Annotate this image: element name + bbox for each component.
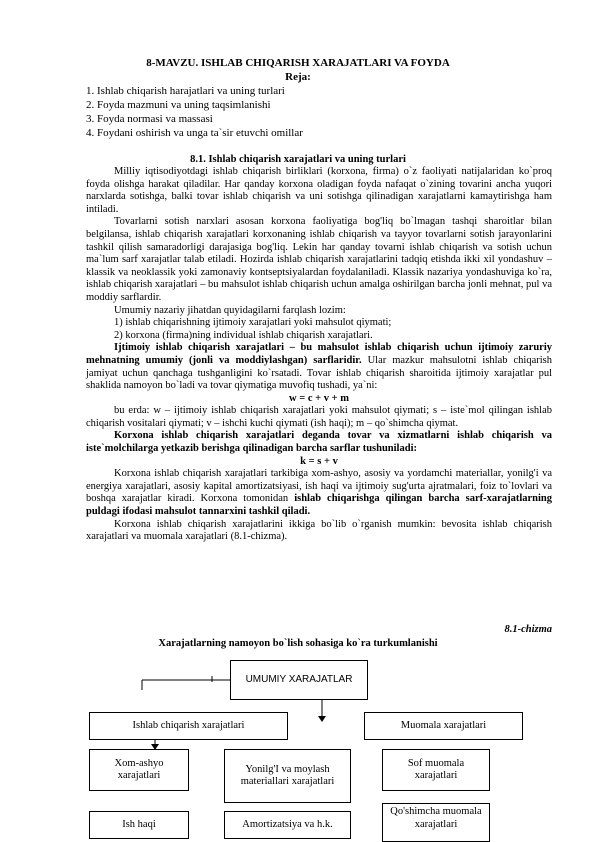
- definition-paragraph: Korxona ishlab chiqarish xarajatlari deganda tovar va xizmatlarni ishlab chiqarish va iste`molchilarga yetkazib berishga qilinadigan barcha sarflar tushuniladi:: [86, 430, 552, 455]
- paragraph: Korxona ishlab chiqarish xarajatlarini ikkiga bo`lib o`rganish mumkin: bevosita ishlab chiqarish xarajatlari va muomala xarajatlari (8.1-chizma).: [86, 518, 552, 543]
- plan-item: 4. Foydani oshirish va unga ta`sir etuvchi omillar: [86, 127, 303, 139]
- diagram-node: Qo'shimcha muomala xarajatlari: [382, 803, 490, 842]
- diagram-left-branch: Ishlab chiqarish xarajatlari: [89, 712, 288, 740]
- diagram-node: Xom-ashyo xarajatlari: [89, 749, 189, 791]
- paragraph-bold: ishlab chiqarishga qilingan barcha sarf-xarajatlarning puldagi ifodasi mahsulot tannarxini tashkil qiladi.: [86, 493, 552, 518]
- plan-item: 2. Foyda mazmuni va uning taqsimlanishi: [86, 99, 271, 111]
- paragraph: Tovarlarni sotish narxlari asosan korxona faoliyatiga bog'liq bo`lmagan tashqi sharoitlar bilan belgilansa, ishlab chiqarish xarajatlari korxonaning ishlab chiqarish va tayyor tovarlarni sotish jarayonlarini tashkil qilish samaradorligi darajasiga bog'liq. Lekin har qanday tovarni ishlab chiqarish va sotish uchun ma`lum sarf xarajatlar talab etiladi. Hozirda ishlab chiqarish xarajatlarini tadqiq etishda ikki xil yondashuv – klassik va neoklassik yoki zamonaviy kontseptsiyalardan foydalaniladi. Klassik nazariya yondashuviga ko`ra, ishlab chiqarish xarajatlari – bu mahsulot ishlab chiqarish uchun amalga oshirilgan barcha jonli mehnat, pul va moddiy sarflardir.: [86, 216, 552, 303]
- paragraph: Milliy iqtisodiyotdagi ishlab chiqarish birliklari (korxona, firma) o`z faoliyati natijalaridan ko`proq foyda olishga harakat qiladilar. Har qanday korxona oladigan foyda nafaqat o`zining tovarini ancha yuqori narxlarda sotishga, balki tovar ishlab chiqarish va uni sotishga qilinadigan xarajatlarni kamaytirishga ham intiladi.: [86, 166, 552, 215]
- formula: w = c + v + m: [289, 392, 349, 404]
- chart-reference: 8.1-chizma: [504, 624, 552, 635]
- definition-bold: Ijtimoiy ishlab chiqarish xarajatlari – bu mahsulot ishlab chiqarish uchun ijtimoiy zaruriy mehnatning umumiy (jonli va moddiylashgan) sarflaridir.: [86, 342, 552, 366]
- diagram-node: Amortizatsiya va h.k.: [224, 811, 351, 839]
- formula: k = s + v: [300, 455, 338, 467]
- paragraph: Umumiy nazariy jihatdan quyidagilarni farqlash lozim:: [114, 304, 346, 316]
- plan-item: 1. Ishlab chiqarish harajatlari va uning turlari: [86, 85, 285, 97]
- diagram-right-branch: Muomala xarajatlari: [364, 712, 523, 740]
- definition-rest: Ular mazkur mahsulotni ishlab chiqarish jamiyat uchun qanchaga tushganligini ko`rsatadi. Tovar ishlab chiqarish sharoitida ijtimoiy xarajatlar pul shaklida namoyon bo`ladi va tovar qiymatiga muvofiq tushadi, ya`ni:: [86, 354, 552, 392]
- paragraph: 2) korxona (firma)ning individual ishlab chiqarish xarajatlari.: [114, 329, 373, 341]
- diagram-node: Yonilg'I va moylash materiallari xarajatlari: [224, 749, 351, 803]
- diagram-node: Ish haqi: [89, 811, 189, 839]
- topic-title: 8-MAVZU. ISHLAB CHIQARISH XARAJATLARI VA FOYDA: [146, 57, 450, 69]
- paragraph: 1) ishlab chiqarishning ijtimoiy xarajatlari yoki mahsulot qiymati;: [114, 317, 392, 329]
- chart-title: Xarajatlarning namoyon bo`lish sohasiga ko`ra turkumlanishi: [158, 638, 438, 649]
- section-title: 8.1. Ishlab chiqarish xarajatlari va uning turlari: [190, 154, 406, 165]
- paragraph-start: Korxona ishlab chiqarish xarajatlari tarkibiga xom-ashyo, asosiy va yordamchi materiallar, yonilg'i va energiya xarajatlari, asosiy kapital amortizatsiyasi, ish haqi va ijtimoiy sug'urta ajratmalari, foiz to`lovlari va boshqa xarajatlar kiradi. Korxona tomonidan: [86, 468, 552, 505]
- diagram-node: Sof muomala xarajatlari: [382, 749, 490, 791]
- diagram-root: UMUMIY XARAJATLAR: [230, 660, 368, 700]
- plan-heading: Reja:: [285, 71, 311, 83]
- plan-item: 3. Foyda normasi va massasi: [86, 113, 213, 125]
- paragraph: bu erda: w – ijtimoiy ishlab chiqarish xarajatlari yoki mahsulot qiymati; s – iste`mol qilingan ishlab chiqarish vositalari qiymati; v – ishchi kuchi qiymati (ish haqi); m – qo`shimcha qiymat.: [86, 405, 552, 429]
